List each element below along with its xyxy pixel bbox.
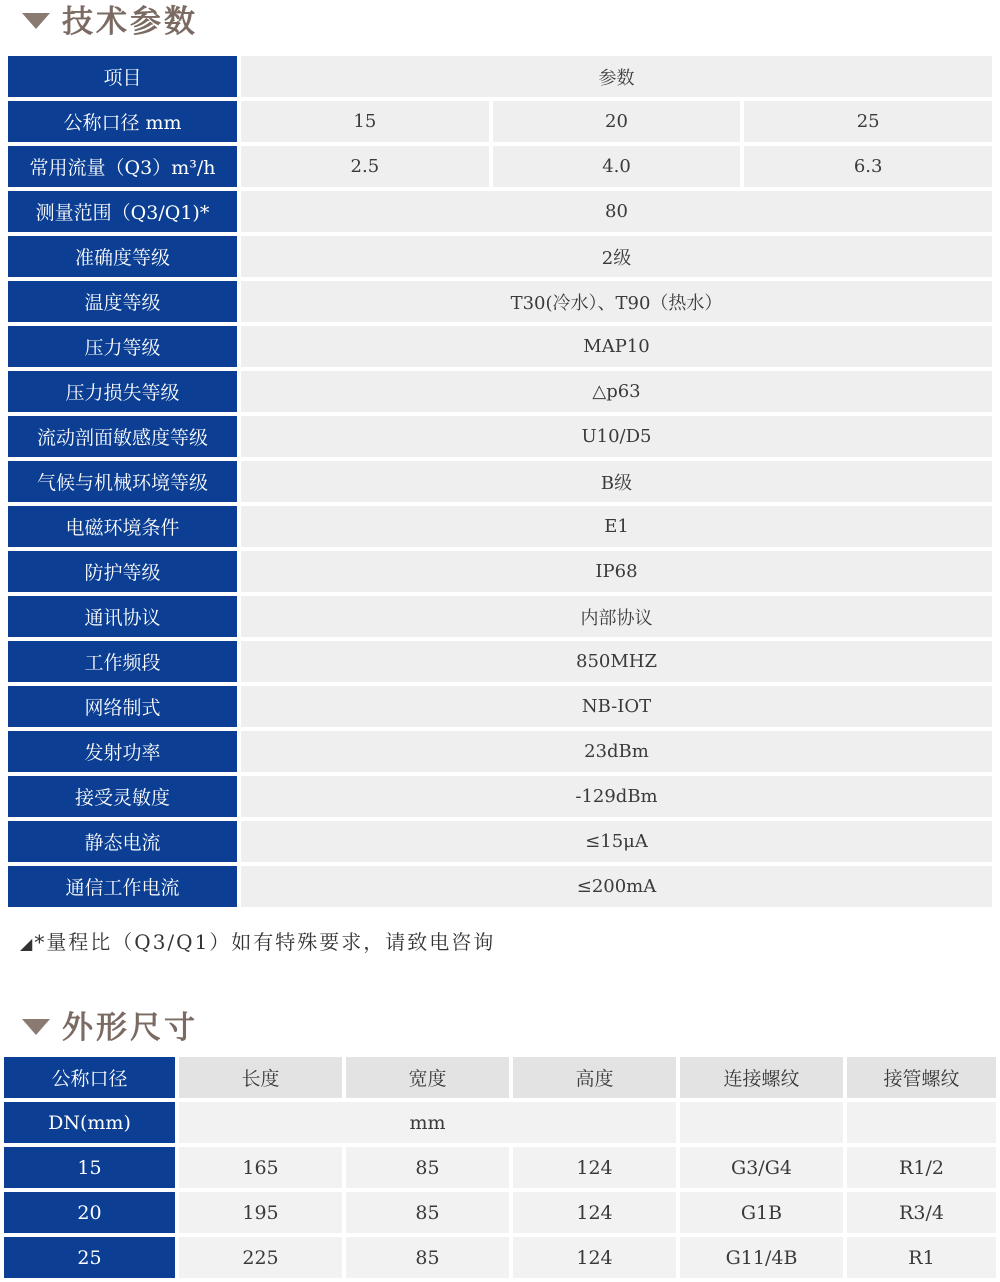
dim-cell: 85	[346, 1147, 509, 1188]
dim-cell: 15	[4, 1147, 175, 1188]
section-title-text: 技术参数	[62, 4, 198, 40]
spec-row	[8, 416, 992, 461]
spec-row	[8, 596, 992, 641]
dim-cell: 124	[513, 1237, 676, 1278]
dim-header-cell: 长度	[179, 1057, 342, 1098]
spec-row-value: 80	[241, 191, 992, 232]
spec-row-label: 流动剖面敏感度等级	[8, 416, 237, 461]
dim-row	[4, 1147, 996, 1192]
triangle-down-icon	[22, 13, 50, 29]
dim-cell: 124	[513, 1147, 676, 1188]
spec-header-row	[8, 56, 992, 101]
dim-cell: 195	[179, 1192, 342, 1233]
dim-cell: 85	[346, 1237, 509, 1278]
dim-header-cell: 高度	[513, 1057, 676, 1098]
dim-unit-empty	[847, 1102, 996, 1143]
dim-cell: G1B	[680, 1192, 843, 1233]
dim-cell: 124	[513, 1192, 676, 1233]
spec-row-value: 25	[744, 101, 992, 142]
spec-row-label: 电磁环境条件	[8, 506, 237, 551]
spec-row	[8, 686, 992, 731]
dim-cell: R1/2	[847, 1147, 996, 1188]
spec-row-label: 公称口径 mm	[8, 101, 237, 146]
spec-row	[8, 146, 992, 191]
spec-row-label: 压力损失等级	[8, 371, 237, 416]
spec-table	[8, 56, 992, 911]
dim-row	[4, 1237, 996, 1282]
spec-row-value: MAP10	[241, 326, 992, 367]
spec-row-value: E1	[241, 506, 992, 547]
spec-row	[8, 236, 992, 281]
spec-row-value: 23dBm	[241, 731, 992, 772]
spec-row-value: 2级	[241, 236, 992, 277]
spec-row	[8, 191, 992, 236]
dim-header-cell: 接管螺纹	[847, 1057, 996, 1098]
dim-cell: 25	[4, 1237, 175, 1278]
spec-row-value: 2.5	[241, 146, 489, 187]
spec-row-value: △p63	[241, 371, 992, 412]
corner-triangle-icon: ◢	[20, 934, 35, 953]
footnote-text: *量程比（Q3/Q1）如有特殊要求，请致电咨询	[34, 930, 496, 954]
section-title-dimensions	[22, 1002, 198, 1047]
dimension-table	[4, 1057, 996, 1282]
spec-row	[8, 506, 992, 551]
spec-row-label: 测量范围（Q3/Q1)*	[8, 191, 237, 236]
spec-row-value: NB-IOT	[241, 686, 992, 727]
dim-cell: G3/G4	[680, 1147, 843, 1188]
spec-row-label: 防护等级	[8, 551, 237, 596]
spec-row-label: 工作频段	[8, 641, 237, 686]
dim-unit-row	[4, 1102, 996, 1147]
dim-cell: 20	[4, 1192, 175, 1233]
dim-unit-value: mm	[179, 1102, 676, 1143]
spec-row-label: 气候与机械环境等级	[8, 461, 237, 506]
spec-row-value: ≤15μA	[241, 821, 992, 862]
spec-row-label: 网络制式	[8, 686, 237, 731]
spec-row-value: -129dBm	[241, 776, 992, 817]
dim-cell: 85	[346, 1192, 509, 1233]
spec-row-value: T30(冷水）、T90（热水）	[241, 281, 992, 322]
section-title-text: 外形尺寸	[62, 1010, 198, 1046]
spec-header-label: 项目	[8, 56, 237, 101]
dim-header-row	[4, 1057, 996, 1102]
spec-row-label: 接受灵敏度	[8, 776, 237, 821]
spec-row	[8, 731, 992, 776]
dim-cell: R3/4	[847, 1192, 996, 1233]
dim-header-cell: 连接螺纹	[680, 1057, 843, 1098]
spec-row-label: 准确度等级	[8, 236, 237, 281]
dim-cell: 225	[179, 1237, 342, 1278]
spec-row-label: 通讯协议	[8, 596, 237, 641]
spec-row	[8, 101, 992, 146]
spec-row	[8, 821, 992, 866]
dim-header-cell: 公称口径	[4, 1057, 175, 1098]
dim-unit-empty	[680, 1102, 843, 1143]
spec-header-value: 参数	[241, 56, 992, 97]
section-title-specs	[22, 0, 198, 41]
spec-row-label: 发射功率	[8, 731, 237, 776]
spec-row-value: 6.3	[744, 146, 992, 187]
spec-row-value: 4.0	[493, 146, 741, 187]
spec-row-value: 15	[241, 101, 489, 142]
spec-row	[8, 776, 992, 821]
spec-row-label: 静态电流	[8, 821, 237, 866]
spec-row-value: ≤200mA	[241, 866, 992, 907]
spec-row	[8, 461, 992, 506]
spec-row-value: IP68	[241, 551, 992, 592]
dim-row	[4, 1192, 996, 1237]
spec-row-label: 温度等级	[8, 281, 237, 326]
spec-row	[8, 371, 992, 416]
footnote	[20, 926, 495, 955]
spec-row	[8, 551, 992, 596]
spec-row-value: 850MHZ	[241, 641, 992, 682]
spec-row-label: 常用流量（Q3）m³/h	[8, 146, 237, 191]
dim-cell: 165	[179, 1147, 342, 1188]
spec-row-label: 压力等级	[8, 326, 237, 371]
spec-row-value: 内部协议	[241, 596, 992, 637]
spec-row-value: 20	[493, 101, 741, 142]
spec-row-label: 通信工作电流	[8, 866, 237, 911]
dim-unit-label: DN(mm)	[4, 1102, 175, 1143]
spec-row	[8, 281, 992, 326]
spec-row	[8, 326, 992, 371]
triangle-down-icon	[22, 1019, 50, 1035]
spec-row-value: B级	[241, 461, 992, 502]
dim-cell: G11/4B	[680, 1237, 843, 1278]
spec-row-value: U10/D5	[241, 416, 992, 457]
dim-cell: R1	[847, 1237, 996, 1278]
spec-row	[8, 866, 992, 911]
dim-header-cell: 宽度	[346, 1057, 509, 1098]
spec-row	[8, 641, 992, 686]
